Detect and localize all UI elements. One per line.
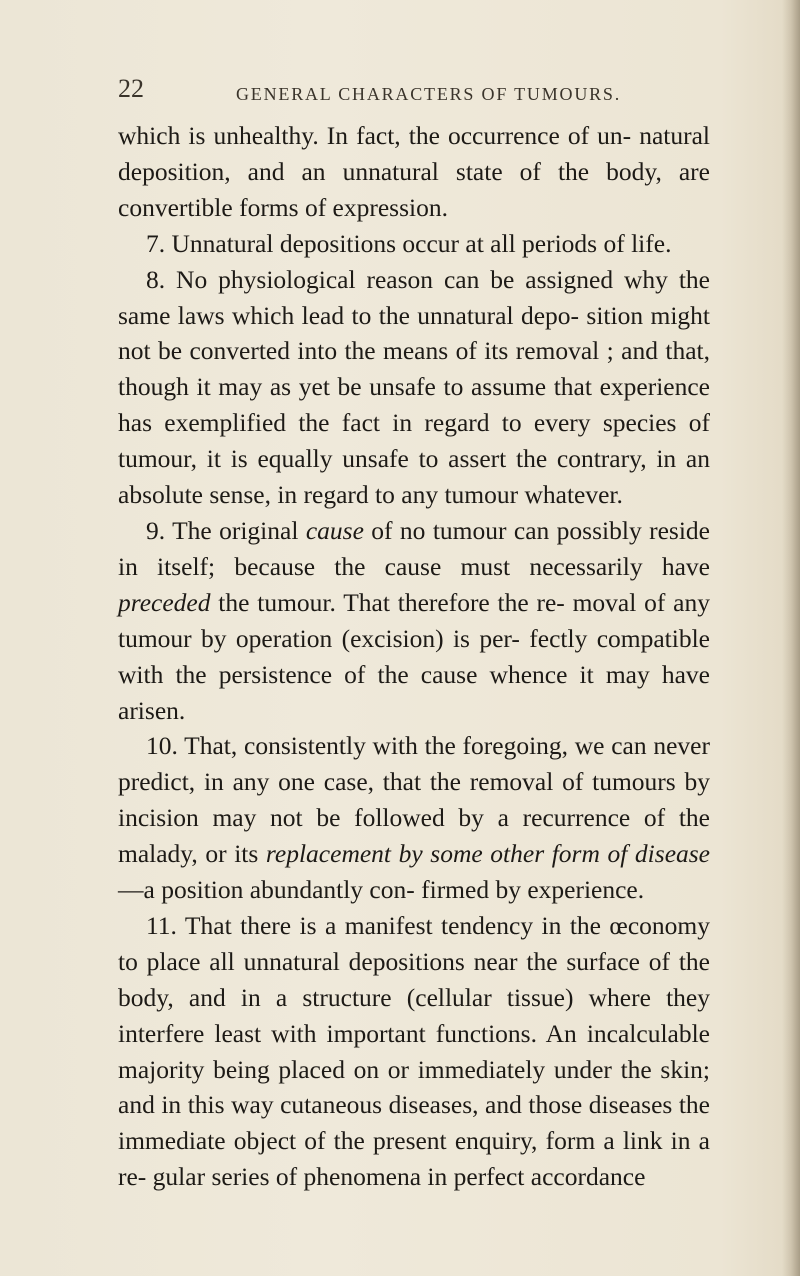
paragraph-text: —a position abundantly con- firmed by experience.: [118, 875, 645, 905]
paragraph-text: The original: [165, 515, 306, 545]
paragraph-text: That there is a manifest tendency in the œconomy to place all unnatural depositions near the surface of the body, and in a structure (cellular tissue) where they interfere least with important functions. An incalculable majority being placed on or immediately under the skin; and in this way cutaneous diseases, and those diseases the immediate object of the present enquiry, form a link in a re- gular series of phenomena in perfect accordance: [118, 910, 710, 1192]
body-text: [118, 118, 710, 1195]
page-number: 22: [118, 74, 144, 103]
paragraph-text: Unnatural depositions occur at all periods of life.: [165, 228, 672, 258]
paragraph-number: 9.: [146, 515, 166, 545]
italic-phrase: replacement by some other form of disease: [265, 839, 710, 869]
paragraph-7: [118, 226, 710, 262]
paragraph-9: [118, 513, 710, 728]
paragraph-text: of no tumour can possibly reside in itself; because the cause must necessarily have: [118, 515, 710, 581]
paragraph-number: 8.: [146, 264, 166, 294]
paragraph-number: 10.: [146, 731, 178, 761]
paragraph-10: [118, 728, 710, 908]
paragraph-text: That, consistently with the foregoing, we can never predict, in any one case, that the removal of tumours by incision may not be followed by a recurrence of the malady, or its: [118, 731, 710, 869]
paragraph-11: [118, 908, 710, 1195]
italic-word: preceded: [118, 587, 211, 617]
paragraph-continuation: which is unhealthy. In fact, the occurrence of un- natural deposition, and an unnatural state of the body, are convertible forms of expression.: [118, 121, 710, 222]
page-edge-shadow: [782, 0, 800, 1276]
paragraph-number: 11.: [146, 910, 177, 940]
running-head: GENERAL CHARACTERS OF TUMOURS.: [236, 84, 622, 104]
paragraph-text: the tumour. That therefore the re- moval of any tumour by operation (excision) is per- fectly compatible with the persistence of the cause whence it may have arisen.: [118, 587, 710, 725]
paragraph-8: [118, 262, 710, 513]
page-header: [118, 74, 738, 114]
paragraph-text: No physiological reason can be assigned why the same laws which lead to the unnatural depo- sition might not be converted into the means of its removal ; and that, though it may as yet be unsafe to assume that experience has exemplified the fact in regard to every species of tumour, it is equally unsafe to assert the contrary, in an absolute sense, in regard to any tumour whatever.: [118, 264, 710, 510]
paragraph-number: 7.: [146, 228, 166, 258]
italic-word: cause: [305, 515, 364, 545]
